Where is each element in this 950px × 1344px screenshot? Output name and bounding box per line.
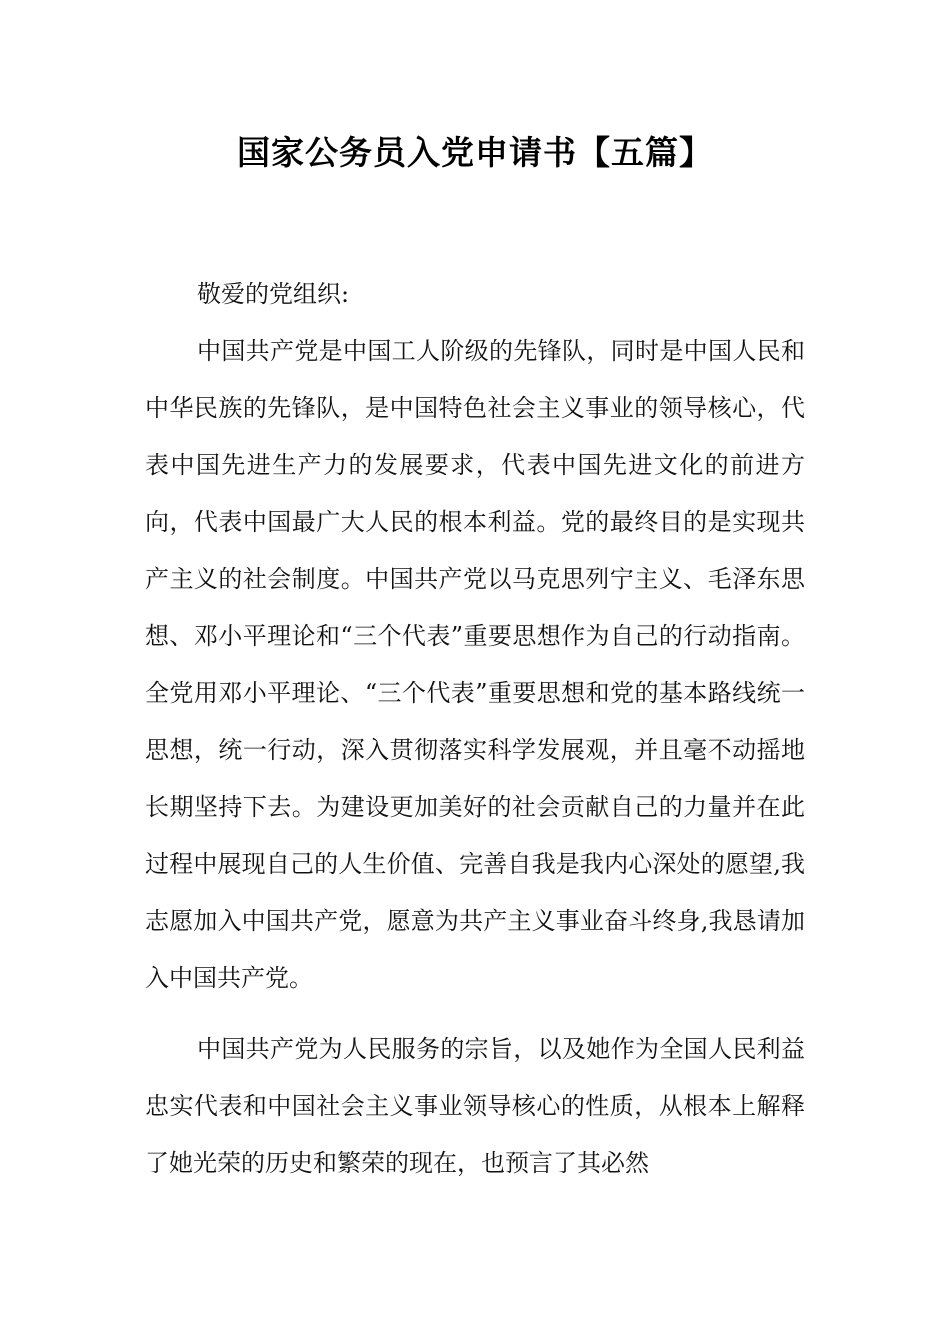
document-body xyxy=(145,266,805,1192)
paragraph-2: 中国共产党为人民服务的宗旨，以及她作为全国人民利益忠实代表和中国社会主义事业领导核心的性质，从根本上解释了她光荣的历史和繁荣的现在，也预言了其必然 xyxy=(145,1035,805,1177)
paragraph-1: 中国共产党是中国工人阶级的先锋队，同时是中国人民和中华民族的先锋队，是中国特色社会主义事业的领导核心，代表中国先进生产力的发展要求，代表中国先进文化的前进方向，代表中国最广大人民的根本利益。党的最终目的是实现共产主义的社会制度。中国共产党以马克思列宁主义、毛泽东思想、邓小平理论和“三个代表”重要思想作为自己的行动指南。全党用邓小平理论、“三个代表”重要思想和党的基本路线统一思想，统一行动，深入贯彻落实科学发展观，并且毫不动摇地长期坚持下去。为建设更加美好的社会贡献自己的力量并在此过程中展现自己的人生价值、完善自我是我内心深处的愿望,我志愿加入中国共产党，愿意为共产主义事业奋斗终身,我恳请加入中国共产党。 xyxy=(145,337,805,992)
document-title: 国家公务员入党申请书【五篇】 xyxy=(237,133,713,172)
salutation: 敬爱的党组织: xyxy=(197,280,350,308)
